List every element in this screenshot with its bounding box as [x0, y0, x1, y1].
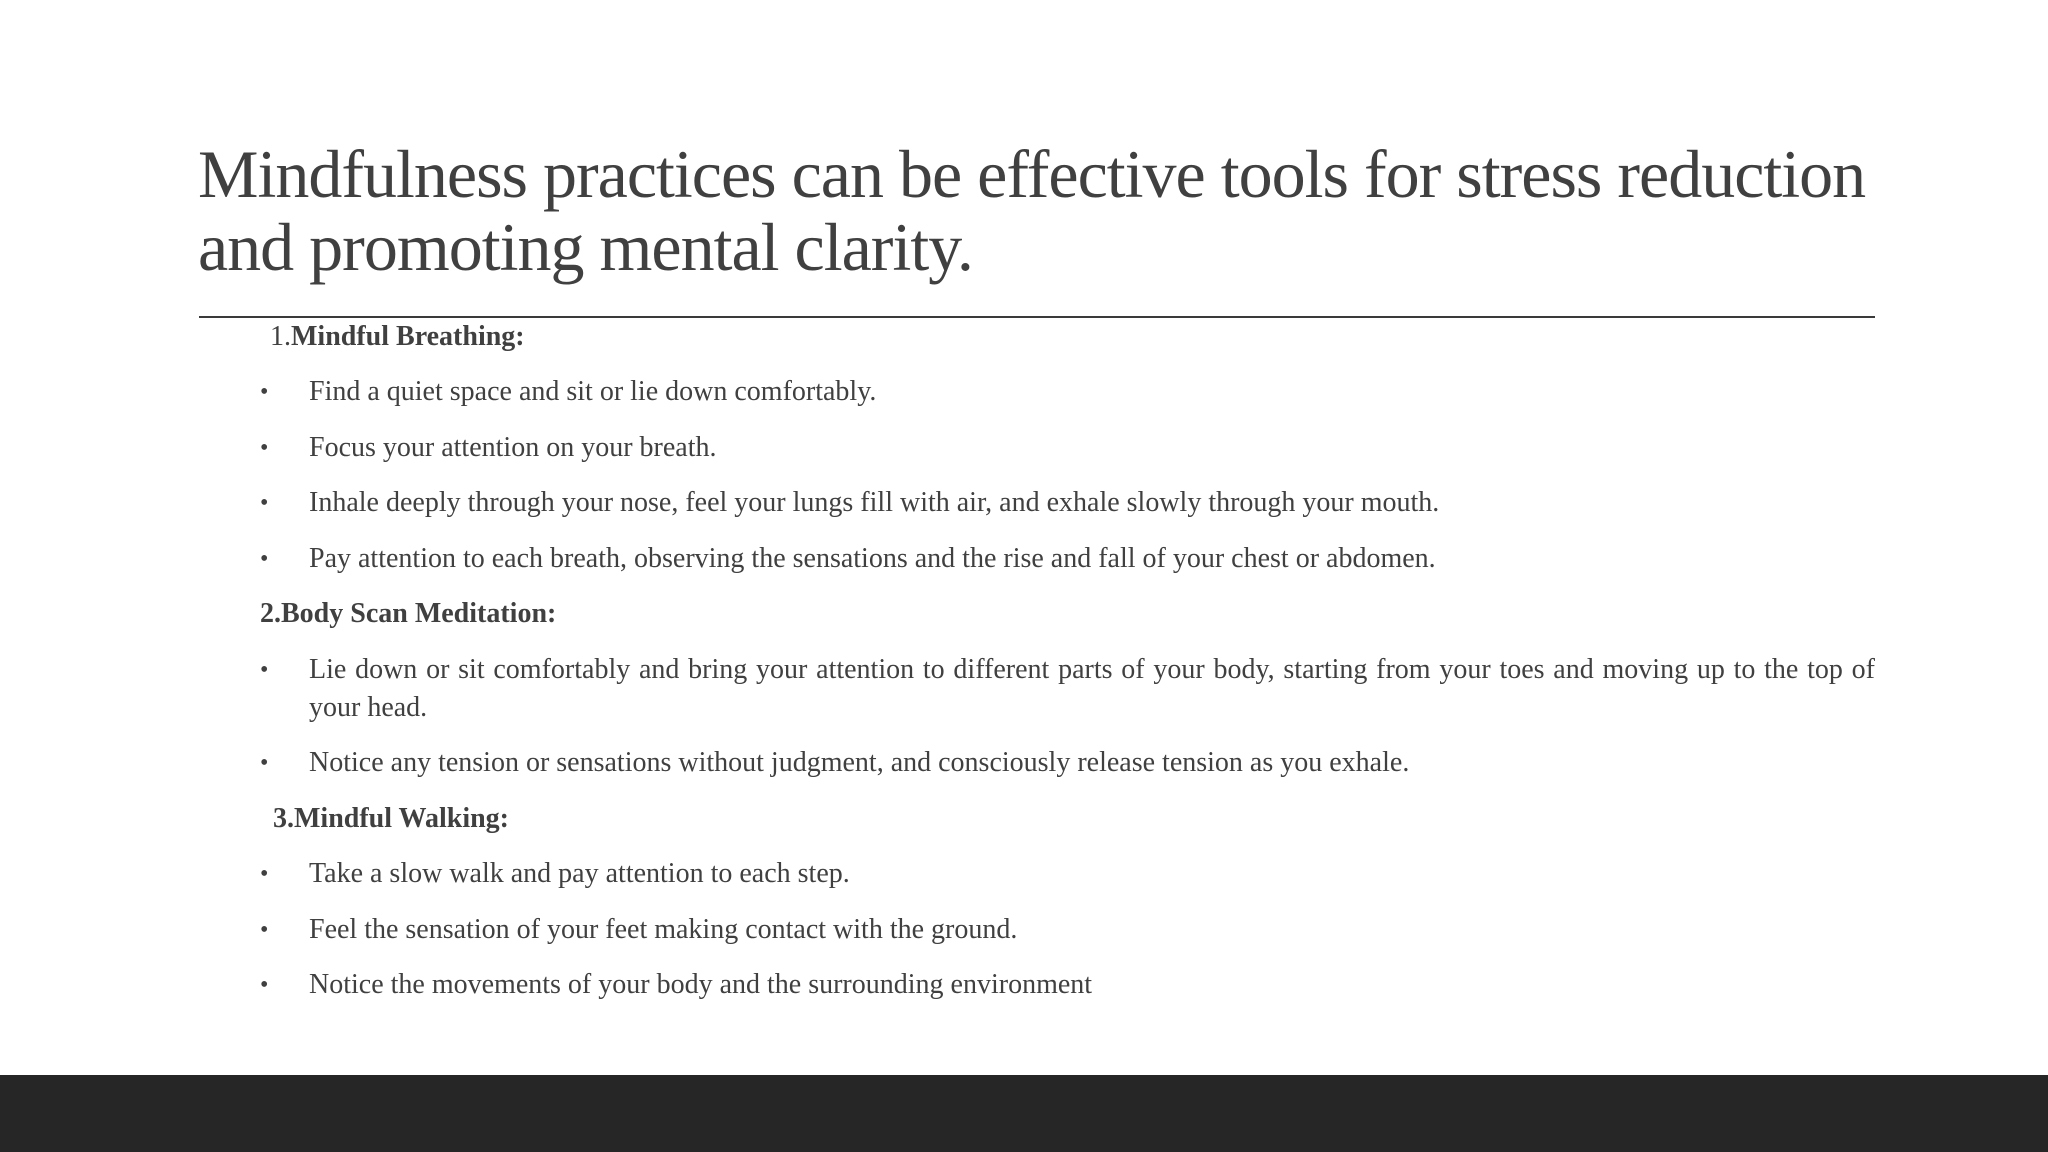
section-title: Body Scan Meditation:: [281, 598, 557, 629]
bullet-text: Find a quiet space and sit or lie down comfortably.: [309, 376, 877, 407]
bullet-icon: •: [260, 972, 269, 998]
bullet-text: Focus your attention on your breath.: [309, 432, 717, 463]
slide-title: Mindfulness practices can be effective tools for stress reduction and promoting mental clarity.: [198, 136, 1866, 285]
bullet-text: Take a slow walk and pay attention to each step.: [309, 858, 850, 889]
section-number: 3.: [273, 803, 294, 834]
footer-band: [0, 1075, 2048, 1152]
section-heading-body-scan: [260, 595, 556, 633]
bullet-text: Notice any tension or sensations without judgment, and consciously release tension as you exhale.: [309, 747, 1410, 778]
bullet-icon: •: [260, 750, 269, 776]
bullet-text: Pay attention to each breath, observing the sensations and the rise and fall of your chest or abdomen.: [309, 543, 1436, 574]
section-heading-mindful-breathing: [270, 318, 525, 356]
section-title: Mindful Walking:: [294, 803, 510, 834]
bullet-text: Inhale deeply through your nose, feel your lungs fill with air, and exhale slowly through your mouth.: [309, 487, 1440, 518]
bullet-icon: •: [260, 379, 269, 405]
bullet-icon: •: [260, 917, 269, 943]
bullet-text: Lie down or sit comfortably and bring your attention to different parts of your body, starting from your toes and moving up to the top of your head.: [309, 654, 1875, 723]
bullet-text: Feel the sensation of your feet making contact with the ground.: [309, 914, 1018, 945]
section-number: 2.: [260, 598, 281, 629]
bullet-icon: •: [260, 546, 269, 572]
bullet-icon: •: [260, 490, 269, 516]
section-title: Mindful Breathing:: [291, 321, 525, 352]
bullet-icon: •: [260, 435, 269, 461]
section-heading-mindful-walking: [273, 800, 509, 838]
bullet-text: Notice the movements of your body and the surrounding environment: [309, 969, 1093, 1000]
bullet-icon: •: [260, 861, 269, 887]
section-number: 1.: [270, 321, 291, 352]
bullet-icon: •: [260, 657, 269, 683]
